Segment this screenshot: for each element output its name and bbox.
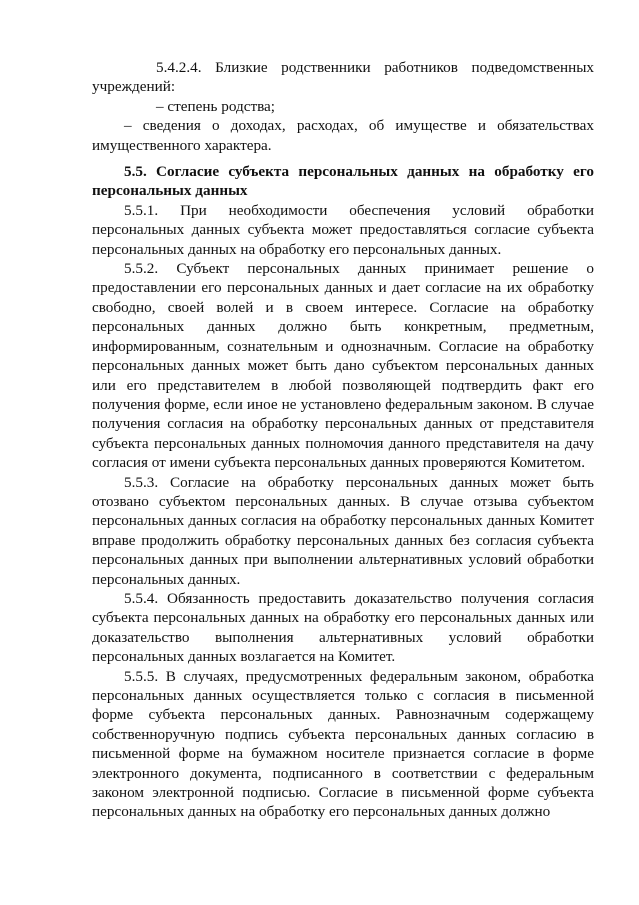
section-heading-5-5: 5.5. Согласие субъекта персональных данных на обработку его персональных данных bbox=[92, 163, 594, 200]
paragraph-5-4-2-4: 5.4.2.4. Близкие родственники работников подведомственных учреждений: bbox=[92, 59, 594, 96]
document-page bbox=[92, 58, 594, 822]
paragraph-5-5-4: 5.5.4. Обязанность предоставить доказательство получения согласия субъекта персональных данных на обработку его персональных данных или доказательство выполнения альтернативных условий обработки персональных данных возлагается на Комитет. bbox=[92, 589, 594, 666]
paragraph-5-5-3: 5.5.3. Согласие на обработку персональных данных может быть отозвано субъектом персональных данных. В случае отзыва субъектом персональных данных согласия на обработку персональных данных Комитет вправе продолжить обработку персональных данных без согласия субъекта персональных данных при выполнении альтернативных условий обработки персональных данных. bbox=[92, 473, 594, 588]
paragraph-5-5-2: 5.5.2. Субъект персональных данных принимает решение о предоставлении его персональных данных и дает согласие на их обработку свободно, своей волей и в своем интересе. Согласие на обработку персональных данных должно быть конкретным, предметным, информированным, сознательным и однозначным. Согласие на обработку персональных данных может быть дано субъектом персональных данных или его представителем в любой позволяющей подтвердить факт его получения форме, если иное не установлено федеральным законом. В случае получения согласия на обработку персональных данных от представителя субъекта персональных данных полномочия данного представителя на дачу согласия от имени субъекта персональных данных проверяются Комитетом. bbox=[92, 260, 594, 472]
paragraph-5-5-5: 5.5.5. В случаях, предусмотренных федеральным законом, обработка персональных данных осуществляется только с согласия в письменной форме субъекта персональных данных. Равнозначным содержащему собственноручную подпись субъекта персональных данных согласию в письменной форме на бумажном носителе признается согласие в форме электронного документа, подписанного в соответствии с федеральным законом электронной подписью. Согласие в письменной форме субъекта персональных данных на обработку его персональных данных должно bbox=[92, 667, 594, 821]
list-item-income-info: – сведения о доходах, расходах, об имуществе и обязательствах имущественного характера. bbox=[92, 117, 594, 154]
list-item-degree-of-kinship: – степень родства; bbox=[156, 97, 276, 115]
paragraph-5-5-1: 5.5.1. При необходимости обеспечения условий обработки персональных данных субъекта может предоставляться согласие субъекта персональных данных на обработку его персональных данных. bbox=[92, 201, 594, 258]
